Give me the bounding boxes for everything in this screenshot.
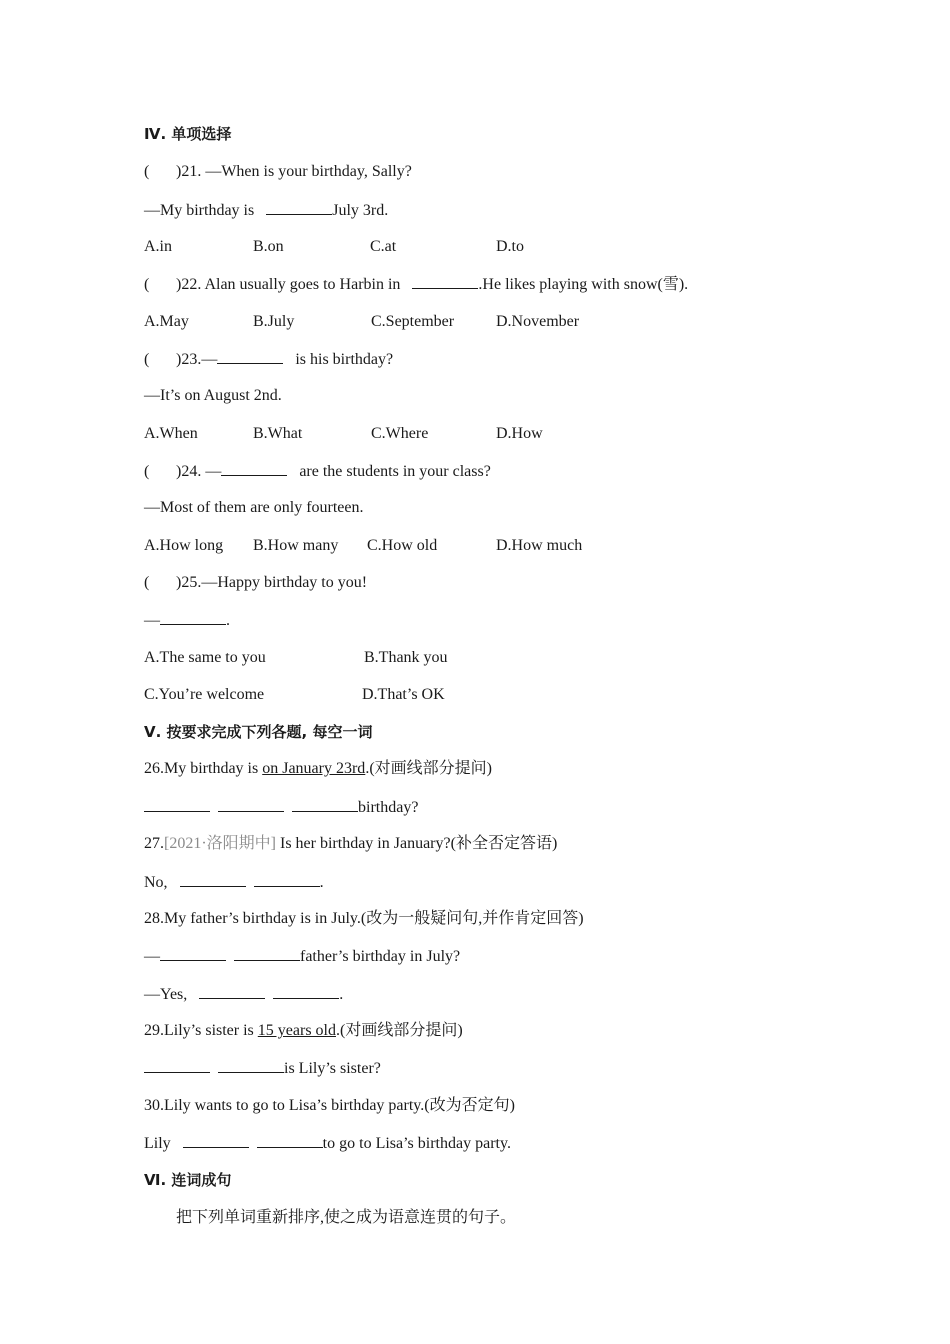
fill-blank[interactable]: [218, 1058, 284, 1073]
question-21: [144, 162, 412, 182]
question-29: 29.Lily’s sister is 15 years old.(对画线部分提问): [144, 1022, 463, 1039]
option-b[interactable]: B.How many: [253, 537, 339, 554]
fill-blank[interactable]: [144, 797, 210, 812]
answer-paren[interactable]: (: [144, 574, 150, 591]
question-stem: )25.—Happy birthday to you!: [176, 574, 368, 591]
option-a[interactable]: A.How long: [144, 537, 224, 554]
fill-blank[interactable]: [221, 461, 287, 476]
option-a[interactable]: A.When: [144, 425, 198, 442]
fill-blank[interactable]: [180, 872, 246, 887]
question-24: ( )24. — are the students in your class?: [144, 463, 491, 480]
question-30: 30.Lily wants to go to Lisa’s birthday party.(改为否定句): [144, 1097, 515, 1114]
fill-blank[interactable]: [199, 984, 265, 999]
answer-paren[interactable]: (: [144, 163, 150, 180]
option-c[interactable]: C.September: [371, 313, 455, 330]
option-b[interactable]: B.Thank you: [364, 649, 448, 666]
question-27: 27.[2021·洛阳期中] Is her birthday in January?(补全否定答语): [144, 835, 558, 852]
fill-blank[interactable]: [234, 946, 300, 961]
source-tag: [2021·洛阳期中]: [164, 835, 276, 852]
fill-blank[interactable]: [160, 946, 226, 961]
option-a[interactable]: A.The same to you: [144, 649, 266, 666]
question-28-answer-1: — father’s birthday in July?: [144, 948, 461, 965]
fill-blank[interactable]: [183, 1133, 249, 1148]
option-d[interactable]: D.That’s OK: [362, 686, 445, 703]
answer-paren[interactable]: (: [144, 351, 150, 368]
fill-blank[interactable]: [266, 200, 332, 215]
option-c[interactable]: C.You’re welcome: [144, 686, 265, 703]
fill-blank[interactable]: [218, 797, 284, 812]
underlined-phrase: 15 years old: [257, 1022, 336, 1039]
fill-blank[interactable]: [254, 872, 320, 887]
fill-blank[interactable]: [160, 610, 226, 625]
option-c[interactable]: C.How old: [367, 537, 438, 554]
question-30-answer: Lily to go to Lisa’s birthday party.: [144, 1135, 511, 1152]
fill-blank[interactable]: [273, 984, 339, 999]
section-5-title: Ⅴ. 按要求完成下列各题, 每空一词: [144, 723, 373, 741]
section-6-title: Ⅵ. 连词成句: [144, 1171, 232, 1189]
question-28: 28.My father’s birthday is in July.(改为一般疑问句,并作肯定回答): [144, 910, 584, 927]
option-d[interactable]: D.How: [496, 425, 543, 442]
question-21-reply: —My birthday is July 3rd.: [144, 202, 389, 219]
fill-blank[interactable]: [144, 1058, 210, 1073]
option-d[interactable]: D.November: [496, 313, 580, 330]
question-26: 26.My birthday is on January 23rd.(对画线部分提问): [144, 760, 492, 777]
question-24-reply: —Most of them are only fourteen.: [144, 499, 364, 516]
option-b[interactable]: B.July: [253, 313, 295, 330]
answer-paren[interactable]: (: [144, 276, 150, 293]
option-b[interactable]: B.on: [253, 238, 284, 255]
question-25: [144, 573, 367, 593]
option-d[interactable]: D.How much: [496, 537, 583, 554]
section-4-title: Ⅳ. 单项选择: [144, 125, 232, 143]
fill-blank[interactable]: [412, 274, 478, 289]
section-6-instruction: 把下列单词重新排序,使之成为语意连贯的句子。: [176, 1209, 517, 1226]
option-b[interactable]: B.What: [253, 425, 303, 442]
option-d[interactable]: D.to: [496, 238, 524, 255]
question-29-answer: is Lily’s sister?: [144, 1058, 381, 1079]
underlined-phrase: on January 23rd: [262, 760, 366, 777]
question-28-answer-2: —Yes, .: [144, 986, 344, 1003]
question-stem: )21. —When is your birthday, Sally?: [176, 163, 412, 180]
option-a[interactable]: A.May: [144, 313, 189, 330]
fill-blank[interactable]: [292, 797, 358, 812]
option-a[interactable]: A.in: [144, 238, 172, 255]
question-25-reply: — .: [144, 612, 230, 629]
question-23-reply: —It’s on August 2nd.: [144, 387, 282, 404]
option-c[interactable]: C.at: [370, 238, 397, 255]
question-26-answer: birthday?: [144, 797, 418, 818]
option-c[interactable]: C.Where: [371, 425, 429, 442]
question-22: ( )22. Alan usually goes to Harbin in .He likes playing with snow(雪).: [144, 276, 689, 293]
question-27-answer: No, .: [144, 874, 324, 891]
fill-blank[interactable]: [217, 349, 283, 364]
question-23: ( )23.— is his birthday?: [144, 351, 394, 368]
fill-blank[interactable]: [257, 1133, 323, 1148]
answer-paren[interactable]: (: [144, 463, 150, 480]
